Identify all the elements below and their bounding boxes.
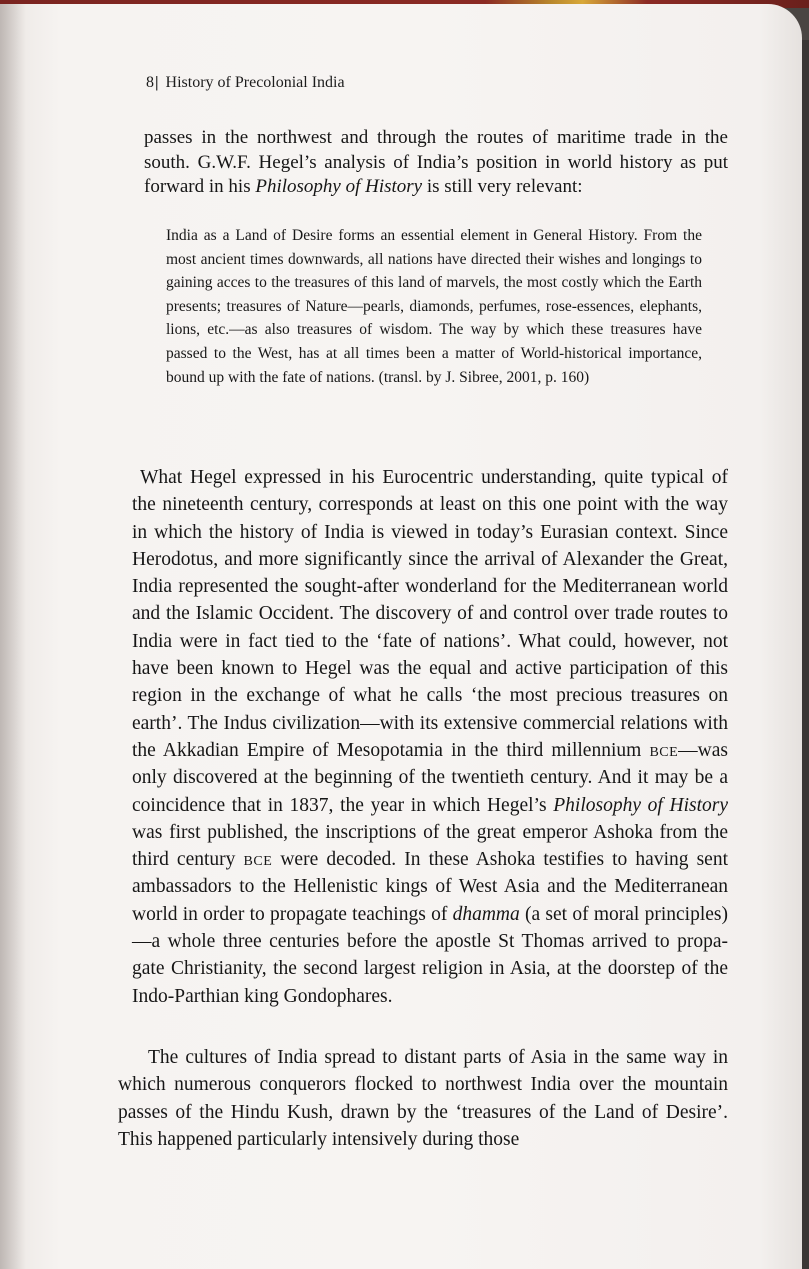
italic-term-dhamma: dhamma: [452, 903, 520, 925]
page-gutter-shadow: [0, 4, 26, 1269]
paragraph-cultures: The cultures of India spread to distant parts of Asia in the same way in which numerous conquerors flocked to northwest India over the mountain passes of the Hindu Kush, drawn by the ‘treasures of the Land of Desire’. This happened particularly intensively during those: [118, 1047, 728, 1150]
era-abbreviation: bce: [649, 739, 679, 761]
italic-book-title: Philosophy of History: [255, 176, 423, 197]
paragraph-hegel-text-b: —was only discovered at the beginning of the twentieth century. And it may be a coincidence that in 1837, the year in which Hegel’s: [132, 739, 728, 816]
paragraph-hegel: [132, 464, 728, 1010]
paragraph-intro-text-end: is still very relevant:: [422, 176, 583, 197]
block-quotation: India as a Land of Desire forms an essential element in General History. From the most ancient times downwards, all nations have directed their wishes and longings to gaining acces to the treasures of this land of marvels, the most costly which the Earth presents; treasures of Nature—pearls, diamonds, perfumes, rose-essences, elephants, lions, etc.—as also treasures of wisdom. The way by which these treasures have passed to the West, has at all times been a matter of World-historical importance, bound up with the fate of nations. (transl. by J. Sibree, 2001, p. 160): [166, 227, 702, 386]
italic-book-title: Philosophy of History: [553, 794, 728, 816]
paragraph-hegel-text-e: (a set of moral principles)—a whole three centuries before the apostle St Thomas arrived to propa-gate Christianity, the second largest religion in Asia, at the doorstep of the Indo-Parthian king Gondophares.: [132, 903, 728, 1007]
paragraph-hegel-text-d: were decoded. In these Ashoka testifies to having sent ambassadors to the Hellenistic kings of West Asia and the Mediterranean world in order to propagate teachings of: [132, 849, 728, 925]
header-separator: |: [155, 74, 159, 91]
page-number: 8: [146, 74, 154, 91]
paragraph-intro-text: passes in the northwest and through the routes of maritime trade in the south. G.W.F. Hegel’s analysis of India’s position in world history as put forward in his: [144, 127, 728, 197]
paragraph-intro: [144, 126, 728, 200]
running-header: [146, 74, 345, 92]
paragraph-hegel-text-a: What Hegel expressed in his Eurocentric understanding, quite typical of the nineteenth century, corresponds at least on this one point with the way in which the history of India is viewed in today’s Eurasian context. Since Herodotus, and more significantly since the arrival of Alexander the Great, India represented the sought-after wonderland for the Mediterranean world and the Islamic Occident. The discovery of and control over trade routes to India were in fact tied to the ‘fate of nations’. What could, however, not have been known to Hegel was the equal and active participation of this region in the exchange of what he calls ‘the most precious treasures on earth’. The Indus civilization—with its extensive commercial relations with the Akkadian Empire of Mesopotamia in the third millennium: [132, 467, 728, 761]
page-edge-shadow: [802, 40, 809, 1269]
era-abbreviation: bce: [243, 849, 273, 871]
paragraph-hegel-text-c: was first published, the inscriptions of the great emperor Ashoka from the third century: [132, 821, 728, 871]
book-page: [0, 4, 802, 1269]
book-title: History of Precolonial India: [165, 74, 345, 91]
